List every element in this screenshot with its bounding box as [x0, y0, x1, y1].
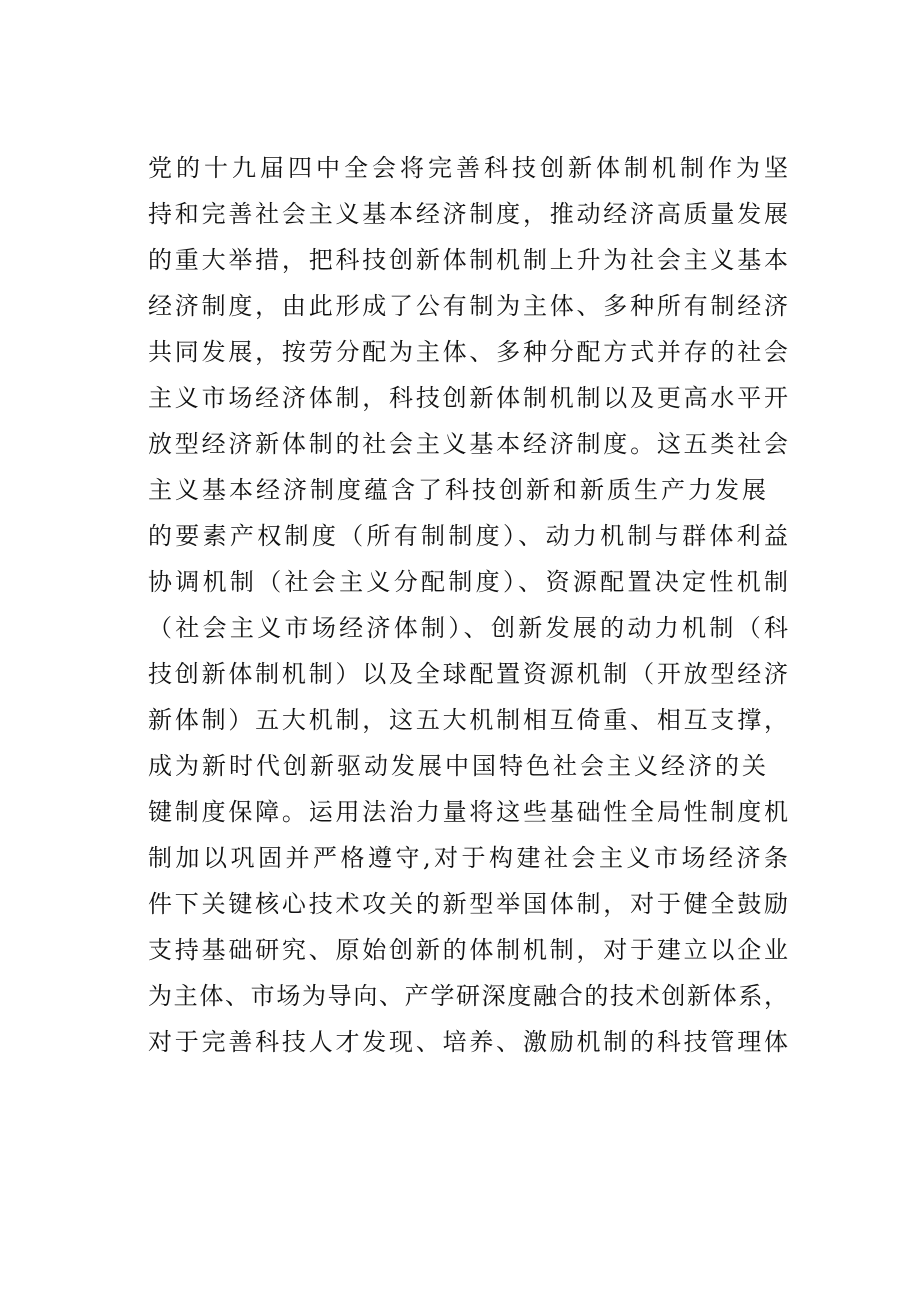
paragraph-line: 的要素产权制度（所有制制度）、动力机制与群体利益: [148, 522, 788, 550]
paragraph-line: 共同发展，按劳分配为主体、多种分配方式并存的社会: [148, 338, 788, 366]
paragraph-line: 协调机制（社会主义分配制度）、资源配置决定性机制: [148, 568, 788, 596]
paragraph-line: 新体制）五大机制，这五大机制相互倚重、相互支撑，: [148, 706, 788, 734]
paragraph-line: 技创新体制机制）以及全球配置资源机制（开放型经济: [148, 660, 788, 688]
paragraph-line: 主义基本经济制度蕴含了科技创新和新质生产力发展: [148, 476, 769, 504]
paragraph-line: 持和完善社会主义基本经济制度，推动经济高质量发展: [148, 200, 788, 228]
paragraph-line: （社会主义市场经济体制）、创新发展的动力机制（科: [148, 614, 788, 642]
paragraph-line: 支持基础研究、原始创新的体制机制，对于建立以企业: [148, 936, 788, 964]
paragraph-line: 经济制度，由此形成了公有制为主体、多种所有制经济: [148, 292, 788, 320]
paragraph-line: 键制度保障。运用法治力量将这些基础性全局性制度机: [148, 798, 788, 826]
paragraph-line: 主义市场经济体制，科技创新体制机制以及更高水平开: [148, 384, 788, 412]
body-paragraph: [148, 145, 788, 1065]
paragraph-line: 放型经济新体制的社会主义基本经济制度。这五类社会: [148, 430, 788, 458]
paragraph-line: 为主体、市场为导向、产学研深度融合的技术创新体系，: [148, 982, 788, 1010]
paragraph-line: 党的十九届四中全会将完善科技创新体制机制作为坚: [148, 154, 788, 182]
paragraph-line: 的重大举措，把科技创新体制机制上升为社会主义基本: [148, 246, 788, 274]
paragraph-line: 制加以巩固并严格遵守,对于构建社会主义市场经济条: [148, 844, 788, 872]
paragraph-line: 对于完善科技人才发现、培养、激励机制的科技管理体: [148, 1028, 788, 1056]
paragraph-line: 件下关键核心技术攻关的新型举国体制，对于健全鼓励: [148, 890, 788, 918]
paragraph-line: 成为新时代创新驱动发展中国特色社会主义经济的关: [148, 752, 769, 780]
